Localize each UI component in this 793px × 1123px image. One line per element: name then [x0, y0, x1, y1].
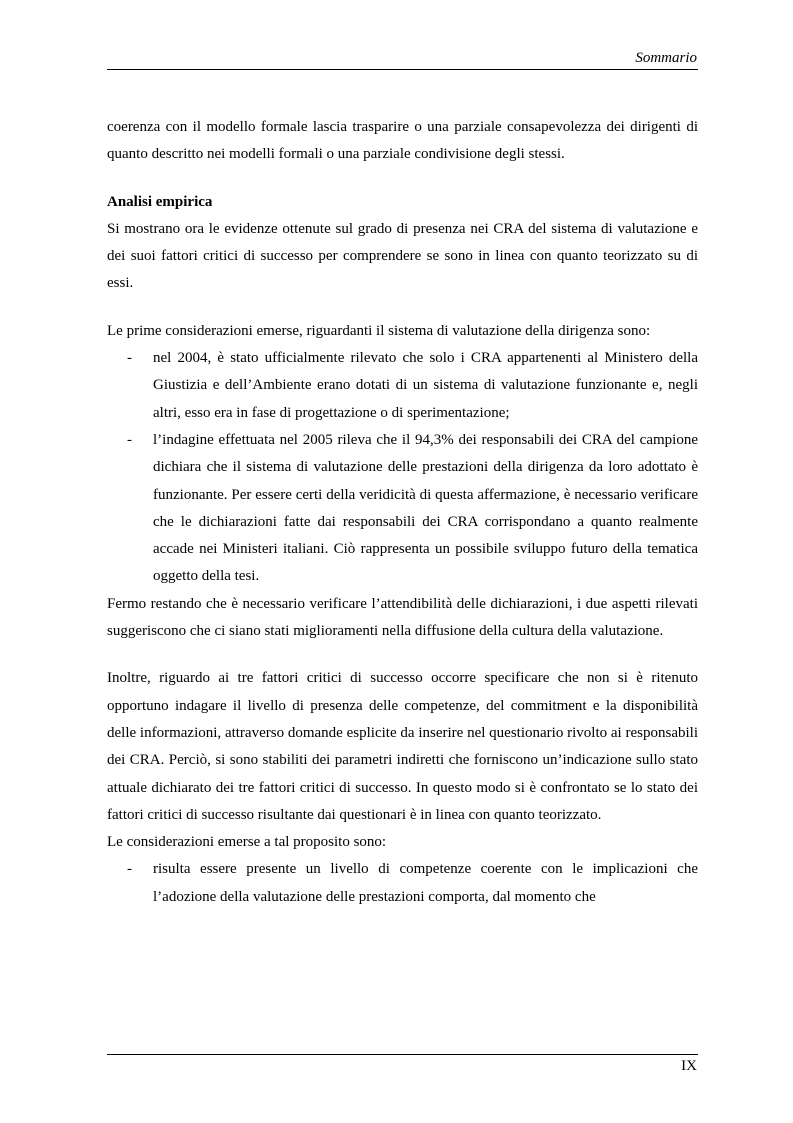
considerations-intro: Le prime considerazioni emerse, riguardanti il sistema di valutazione della dirigenza sono:	[107, 322, 651, 339]
list-dash: -	[127, 861, 132, 878]
intro-paragraph: coerenza con il modello formale lascia trasparire o una parziale consapevolezza dei dirigenti di quanto descritto nei modelli formali o una parziale condivisione degli stessi.	[107, 119, 698, 163]
list-item	[107, 856, 698, 911]
footer-rule	[107, 1054, 698, 1055]
running-header-title: Sommario	[635, 50, 697, 66]
list-dash: -	[127, 431, 132, 448]
factors-intro: Le considerazioni emerse a tal proposito sono:	[107, 834, 387, 851]
list-item-text: risulta essere presente un livello di competenze coerente con le implicazioni che l’adozione della valutazione delle prestazioni comporta, dal momento che	[153, 861, 698, 905]
section-heading: Analisi empirica	[107, 193, 213, 210]
list-item	[107, 345, 698, 427]
factors-list	[107, 856, 698, 911]
page-body	[107, 114, 698, 911]
list-item-text: nel 2004, è stato ufficialmente rilevato che solo i CRA appartenenti al Ministero della Giustizia e dell’Ambiente erano dotati di un sistema di valutazione funzionante e, negli altri, esso era in fase di progettazione o di sperimentazione;	[153, 350, 698, 421]
page-number: IX	[681, 1058, 697, 1074]
considerations-list	[107, 345, 698, 591]
factors-paragraph: Inoltre, riguardo ai tre fattori critici di successo occorre specificare che non si è ritenuto opportuno indagare il livello di presenza delle competenze, del commitment e la disponibilità delle informazioni, attraverso domande esplicite da inserire nel questionario rivolto ai responsabili dei CRA. Perciò, si sono stabiliti dei parametri indiretti che forniscono un’indicazione sullo stato attuale dichiarato dei tre fattori critici di successo. In questo modo si è confrontato se lo stato dei fattori critici di successo risultante dai questionari è in linea con quanto teorizzato.	[107, 670, 698, 823]
list-item-text: l’indagine effettuata nel 2005 rileva che il 94,3% dei responsabili dei CRA del campione dichiara che il sistema di valutazione delle prestazioni della dirigenza da loro adottato è funzionante. Per essere certi della veridicità di questa affermazione, è necessario verificare che le dichiarazioni fatte dai responsabili dei CRA corrispondano a quanto realmente accade nei Ministeri italiani. Ciò rappresenta un possibile sviluppo futuro della tematica oggetto della tesi.	[153, 431, 698, 585]
section-intro-paragraph: Si mostrano ora le evidenze ottenute sul grado di presenza nei CRA del sistema di valutazione e dei suoi fattori critici di successo per comprendere se sono in linea con quanto teorizzato su di essi.	[107, 220, 698, 292]
list-item	[107, 427, 698, 591]
list-dash: -	[127, 350, 132, 367]
considerations-conclusion: Fermo restando che è necessario verificare l’attendibilità delle dichiarazioni, i due aspetti rilevati suggeriscono che ci siano stati miglioramenti nella diffusione della cultura della valutazione.	[107, 595, 698, 640]
header-rule	[107, 69, 698, 70]
